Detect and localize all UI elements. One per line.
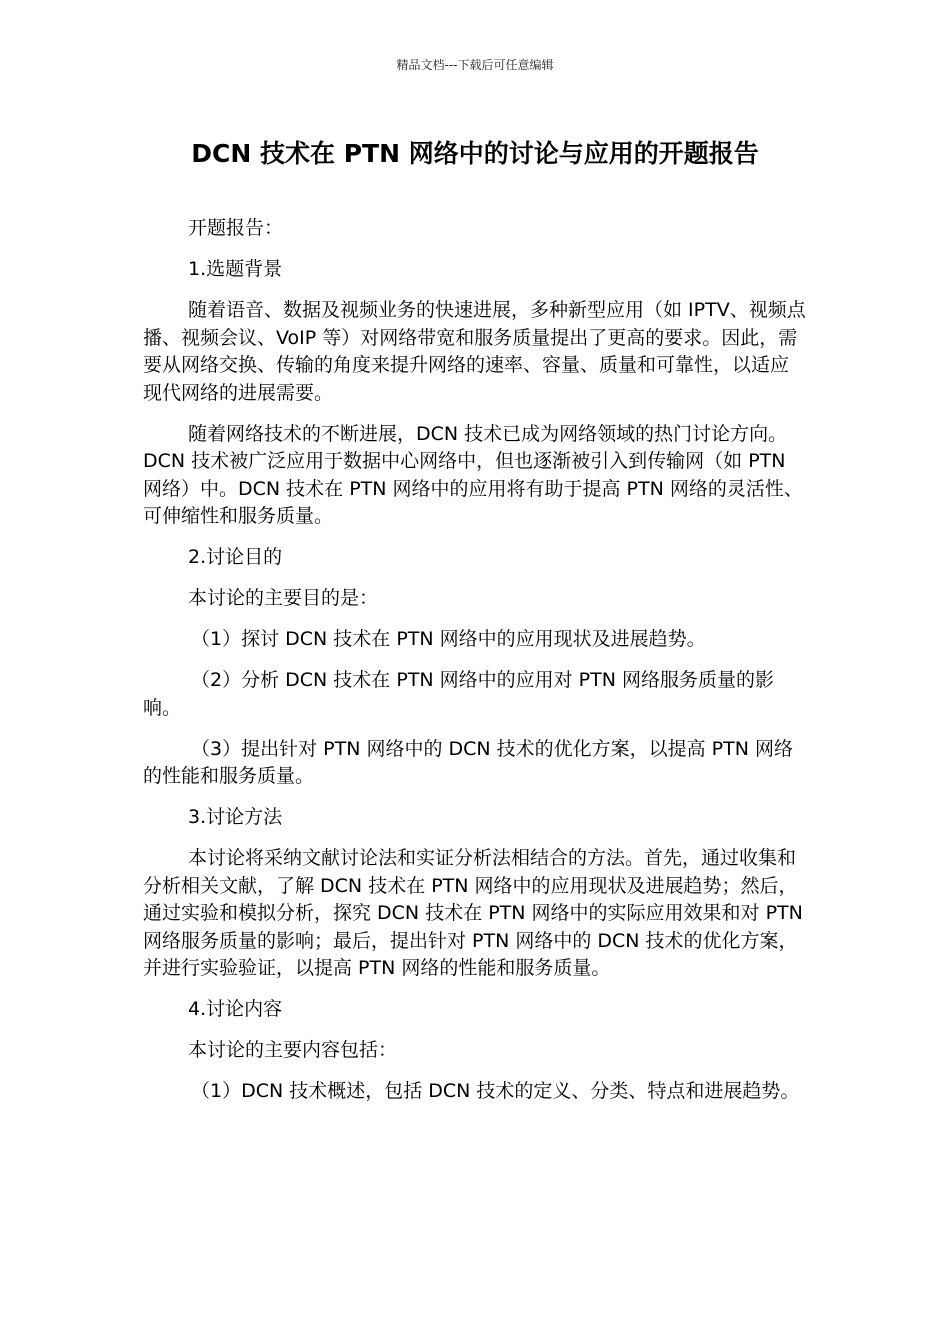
list-item-purpose-1: （1）探讨 DCN 技术在 PTN 网络中的应用现状及进展趋势。 — [191, 628, 706, 650]
header-note: 精品文档---下载后可任意编辑 — [396, 58, 554, 72]
paragraph-report-label: 开题报告： — [188, 217, 284, 239]
heading-content: 4.讨论内容 — [188, 998, 283, 1020]
list-item-content-1: （1）DCN 技术概述，包括 DCN 技术的定义、分类、特点和进展趋势。 — [191, 1080, 800, 1102]
list-item-purpose-2: （2）分析 DCN 技术在 PTN 网络中的应用对 PTN 网络服务质量的影响。 — [143, 669, 774, 719]
paragraph-content-intro: 本讨论的主要内容包括： — [188, 1039, 398, 1061]
heading-background: 1.选题背景 — [188, 258, 283, 280]
paragraph-purpose-intro: 本讨论的主要目的是： — [188, 587, 379, 609]
document-body — [143, 215, 807, 1119]
heading-purpose: 2.讨论目的 — [188, 546, 283, 568]
list-item-purpose-3: （3）提出针对 PTN 网络中的 DCN 技术的优化方案，以提高 PTN 网络的性能和服务质量。 — [143, 737, 793, 787]
paragraph-background-1: 随着语音、数据及视频业务的快速进展，多种新型应用（如 IPTV、视频点播、视频会议、VoIP 等）对网络带宽和服务质量提出了更高的要求。因此，需要从网络交换、传输的角度来提升网络的速率、容量、质量和可靠性，以适应现代网络的进展需要。 — [143, 299, 806, 404]
document-title: DCN 技术在 PTN 网络中的讨论与应用的开题报告 — [191, 139, 759, 168]
paragraph-background-2: 随着网络技术的不断进展，DCN 技术已成为网络领域的热门讨论方向。DCN 技术被广泛应用于数据中心网络中，但也逐渐被引入到传输网（如 PTN 网络）中。DCN 技术在 PTN 网络中的应用将有助于提高 PTN 网络的灵活性、可伸缩性和服务质量。 — [143, 422, 803, 527]
paragraph-method: 本讨论将采纳文献讨论法和实证分析法相结合的方法。首先，通过收集和分析相关文献，了解 DCN 技术在 PTN 网络中的应用现状及进展趋势；然后，通过实验和模拟分析，探究 DCN 技术在 PTN 网络中的实际应用效果和对 PTN 网络服务质量的影响；最后，提出针对 PTN 网络中的 DCN 技术的优化方案，并进行实验验证，以提高 PTN 网络的性能和服务质量。 — [143, 847, 803, 979]
heading-method: 3.讨论方法 — [188, 806, 283, 828]
